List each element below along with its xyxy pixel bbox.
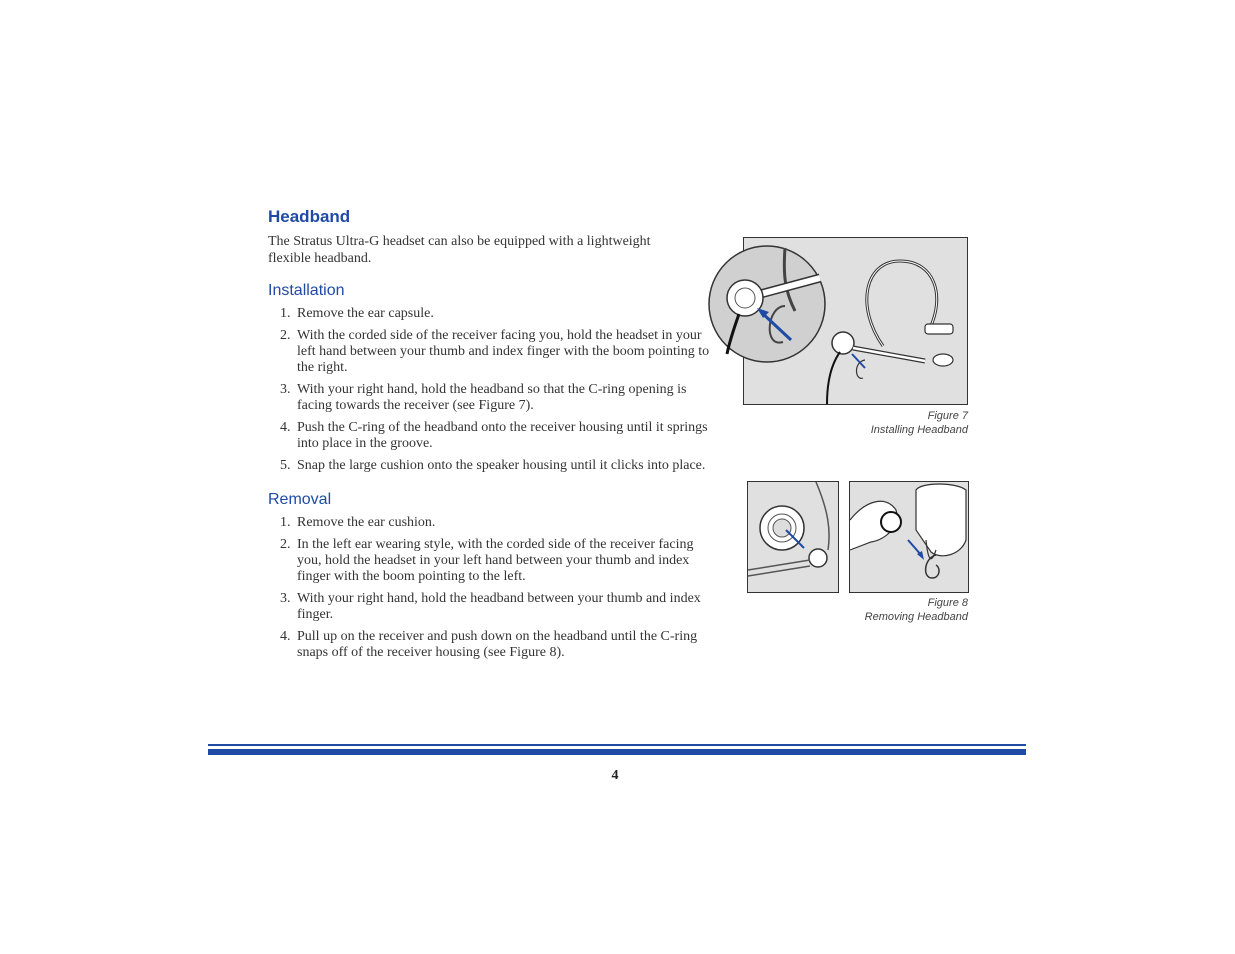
footer-rule-thin (208, 744, 1026, 746)
list-item (268, 537, 718, 585)
removal-heading: Removal (268, 491, 332, 508)
step-text: With your right hand, hold the headband between your thumb and index finger. (297, 591, 701, 622)
list-item (268, 591, 718, 623)
step-number: 3. (280, 591, 291, 606)
figure-7-title: Installing Headband (870, 424, 968, 436)
installation-heading: Installation (268, 282, 345, 299)
step-text: In the left ear wearing style, with the corded side of the receiver facing you, hold the headset in your left hand between your thumb and index finger with the boom pointing to the left. (297, 537, 694, 584)
step-number: 1. (280, 306, 291, 321)
section-title: Headband (268, 207, 351, 226)
list-item (268, 458, 718, 474)
intro-paragraph: The Stratus Ultra-G headset can also be equipped with a lightweight flexible headband. (268, 234, 651, 266)
figure-8-label: Figure 8 (927, 597, 968, 609)
step-number: 2. (280, 328, 291, 343)
list-item (268, 629, 718, 661)
step-text: With the corded side of the receiver facing you, hold the headset in your left hand between your thumb and index finger with the boom pointing to the right. (297, 328, 710, 375)
step-text: Push the C-ring of the headband onto the receiver housing until it springs into place in the groove. (297, 420, 708, 451)
figure-8-caption (820, 596, 968, 624)
step-number: 3. (280, 382, 291, 397)
step-text: Remove the ear capsule. (297, 306, 434, 321)
step-number: 5. (280, 458, 291, 473)
step-text: With your right hand, hold the headband so that the C-ring opening is facing towards the receiver (see Figure 7). (297, 382, 687, 413)
list-item (268, 420, 718, 452)
list-item (268, 306, 718, 322)
step-text: Remove the ear cushion. (297, 515, 436, 530)
step-text: Pull up on the receiver and push down on the headband until the C-ring snaps off of the receiver housing (see Figure 8). (297, 629, 698, 660)
step-number: 4. (280, 420, 291, 435)
list-item (268, 328, 718, 376)
step-number: 2. (280, 537, 291, 552)
step-number: 4. (280, 629, 291, 644)
footer-rule-thick (208, 749, 1026, 755)
step-text: Snap the large cushion onto the speaker housing until it clicks into place. (297, 458, 706, 473)
figure-7-label: Figure 7 (927, 410, 968, 422)
figure-8-title: Removing Headband (864, 611, 968, 623)
installation-steps (268, 306, 718, 480)
removal-steps (268, 515, 718, 667)
page-number: 4 (611, 768, 619, 783)
list-item (268, 515, 718, 531)
figure-8-illustration (746, 480, 971, 595)
list-item (268, 382, 718, 414)
step-number: 1. (280, 515, 291, 530)
figure-7-caption (820, 409, 968, 437)
figure-7-illustration (705, 236, 970, 408)
